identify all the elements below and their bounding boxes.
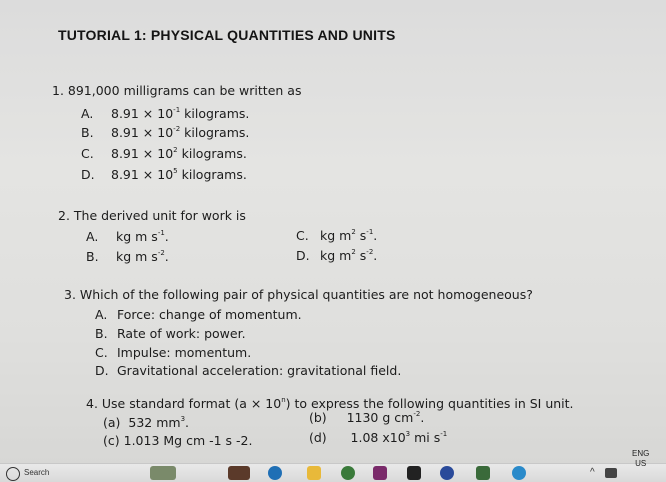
- taskbar: [0, 463, 666, 482]
- q1-option-b: B. $8.91 \times 10^{-2}$ kilograms.: [81, 125, 250, 140]
- chrome-icon[interactable]: [341, 466, 355, 480]
- question-4-stem: 4. Use standard format $(a \times 10^n)$ to express the following quantities in SI unit.: [86, 396, 574, 411]
- chevron-up-icon[interactable]: ^: [590, 467, 595, 478]
- question-3-stem: 3. Which of the following pair of physical quantities are not homogeneous?: [64, 287, 533, 302]
- q4-part-a: (a) 532 $mm^3$.: [103, 415, 190, 430]
- search-icon[interactable]: [6, 467, 20, 481]
- q3-option-d: D. Gravitational acceleration: gravitational field.: [95, 363, 402, 378]
- file-explorer-icon[interactable]: [307, 466, 321, 480]
- q2-option-d: D. kg $m^2$ $s^{-2}$.: [296, 248, 378, 263]
- q4-part-c: (c) 1.013 Mg cm -1 s -2.: [103, 433, 253, 448]
- wifi-icon[interactable]: [605, 468, 617, 478]
- question-1-stem: 1. 891,000 milligrams can be written as: [52, 83, 302, 98]
- q4-part-d: (d) 1.08 $x10^3$ mi $s^{-1}$: [309, 430, 448, 445]
- language-indicator[interactable]: ENG US: [632, 449, 650, 468]
- q2-option-c: C. kg $m^2$ $s^{-1}$.: [296, 228, 378, 243]
- q4-part-b: (b) 1130 g $cm^{-2}$.: [309, 410, 425, 425]
- terminal-icon[interactable]: [407, 466, 421, 480]
- q2-option-b: B. kg m $s^{-2}$.: [86, 249, 169, 264]
- app-icon-blue[interactable]: [440, 466, 454, 480]
- q3-option-c: C. Impulse: momentum.: [95, 345, 252, 360]
- widgets-icon[interactable]: [150, 466, 176, 480]
- q2-option-a: A. kg m $s^{-1}$.: [86, 229, 169, 244]
- app-icon-green[interactable]: [476, 466, 490, 480]
- q3-option-b: B. Rate of work: power.: [95, 326, 246, 341]
- q1-option-d: D. $8.91 \times 10^5$ kilograms.: [81, 167, 247, 182]
- app-icon-light-blue[interactable]: [512, 466, 526, 480]
- q1-option-c: C. $8.91 \times 10^2$ kilograms.: [81, 146, 247, 161]
- page-title: TUTORIAL 1: PHYSICAL QUANTITIES AND UNITS: [58, 27, 396, 43]
- edge-browser-icon[interactable]: [268, 466, 282, 480]
- store-icon[interactable]: [373, 466, 387, 480]
- search-label[interactable]: Search: [24, 468, 50, 477]
- q1-option-a: A. $8.91 \times 10^{-1}$ kilograms.: [81, 106, 250, 121]
- question-2-stem: 2. The derived unit for work is: [58, 208, 246, 223]
- q3-option-a: A. Force: change of momentum.: [95, 307, 302, 322]
- app-icon[interactable]: [228, 466, 250, 480]
